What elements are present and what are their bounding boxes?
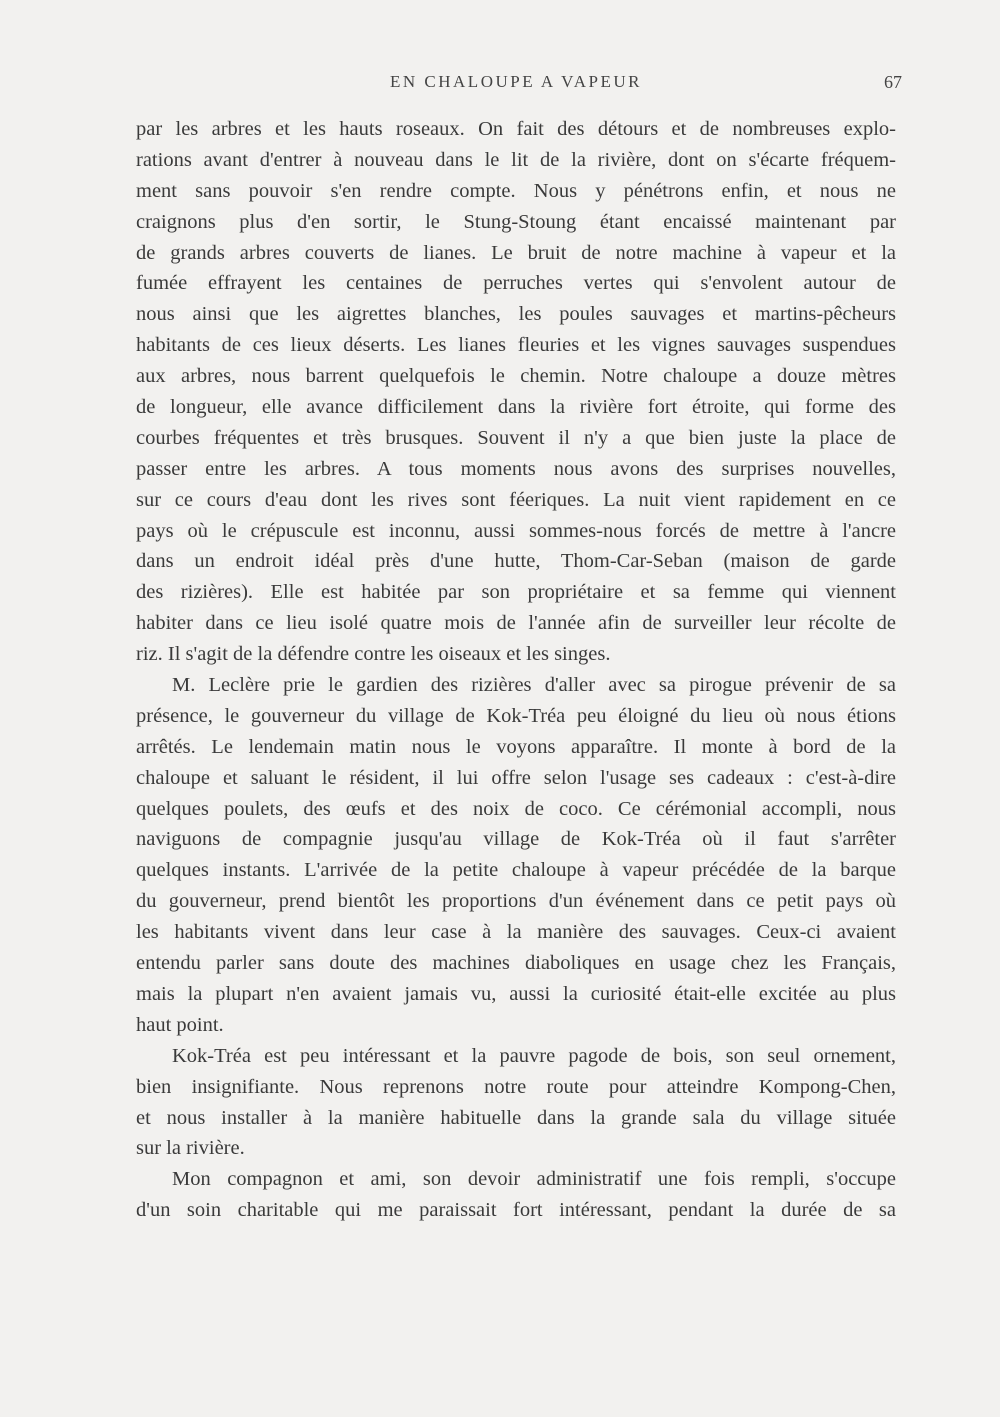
text-line: arrêtés. Le lendemain matin nous le voyons apparaître. Il monte à bord de la xyxy=(136,735,896,758)
text-line: M. Leclère prie le gardien des rizières d'aller avec sa pirogue prévenir de sa xyxy=(172,674,896,697)
paragraph-2 xyxy=(136,670,896,1041)
running-head xyxy=(136,72,902,100)
text-line: Kok-Tréa est peu intéressant et la pauvre pagode de bois, son seul ornement, xyxy=(172,1044,896,1067)
text-line: ment sans pouvoir s'en rendre compte. Nous y pénétrons enfin, et nous ne xyxy=(136,179,896,202)
text-line: Mon compagnon et ami, son devoir administratif une fois rempli, s'occupe xyxy=(172,1168,896,1191)
text-line: sur la rivière. xyxy=(136,1137,245,1160)
paragraph-1 xyxy=(136,114,896,670)
text-line: quelques instants. L'arrivée de la petite chaloupe à vapeur précédée de la barque xyxy=(136,859,896,882)
running-title: EN CHALOUPE A VAPEUR xyxy=(390,72,642,91)
paragraph-4 xyxy=(136,1164,896,1226)
text-line: de longueur, elle avance difficilement dans la rivière fort étroite, qui forme des xyxy=(136,396,896,419)
text-line: habitants de ces lieux déserts. Les lianes fleuries et les vignes sauvages suspendues xyxy=(136,334,896,357)
text-line: riz. Il s'agit de la défendre contre les oiseaux et les singes. xyxy=(136,643,611,666)
text-line: habiter dans ce lieu isolé quatre mois de l'année afin de surveiller leur récolte de xyxy=(136,612,896,635)
text-line: nous ainsi que les aigrettes blanches, les poules sauvages et martins-pêcheurs xyxy=(136,303,896,326)
text-line: courbes fréquentes et très brusques. Souvent il n'y a que bien juste la place de xyxy=(136,426,896,449)
text-line: mais la plupart n'en avaient jamais vu, aussi la curiosité était-elle excitée au plus xyxy=(136,982,896,1005)
text-line: haut point. xyxy=(136,1013,224,1036)
text-line: par les arbres et les hauts roseaux. On fait des détours et de nombreuses explo- xyxy=(136,118,896,140)
paragraph-3 xyxy=(136,1041,896,1165)
text-line: sur ce cours d'eau dont les rives sont féeriques. La nuit vient rapidement en ce xyxy=(136,488,896,511)
text-line: dans un endroit idéal près d'une hutte, Thom-Car-Seban (maison de garde xyxy=(136,550,896,573)
text-line: les habitants vivent dans leur case à la manière des sauvages. Ceux-ci avaient xyxy=(136,921,896,944)
text-line: passer entre les arbres. A tous moments nous avons des surprises nouvelles, xyxy=(136,457,896,480)
text-line: pays où le crépuscule est inconnu, aussi sommes-nous forcés de mettre à l'ancre xyxy=(136,519,896,542)
text-line: d'un soin charitable qui me paraissait fort intéressant, pendant la durée de sa xyxy=(136,1199,896,1222)
text-line: fumée effrayent les centaines de perruches vertes qui s'envolent autour de xyxy=(136,272,896,295)
text-line: entendu parler sans doute des machines diaboliques en usage chez les Français, xyxy=(136,952,896,975)
text-line: du gouverneur, prend bientôt les proportions d'un événement dans ce petit pays où xyxy=(136,890,896,913)
text-line: de grands arbres couverts de lianes. Le bruit de notre machine à vapeur et la xyxy=(136,241,896,264)
text-line: des rizières). Elle est habitée par son propriétaire et sa femme qui viennent xyxy=(136,581,896,604)
text-line: présence, le gouverneur du village de Kok-Tréa peu éloigné du lieu où nous étions xyxy=(136,704,896,727)
text-line: bien insignifiante. Nous reprenons notre route pour atteindre Kompong-Chen, xyxy=(136,1075,896,1098)
page-number: 67 xyxy=(884,72,902,92)
text-line: naviguons de compagnie jusqu'au village de Kok-Tréa où il faut s'arrêter xyxy=(136,828,896,851)
text-line: rations avant d'entrer à nouveau dans le lit de la rivière, dont on s'écarte fréquem- xyxy=(136,148,896,171)
text-line: et nous installer à la manière habituelle dans la grande sala du village située xyxy=(136,1106,896,1129)
text-line: chaloupe et saluant le résident, il lui offre selon l'usage ses cadeaux : c'est-à-dire xyxy=(136,766,896,789)
body-text xyxy=(136,114,896,1226)
text-line: quelques poulets, des œufs et des noix de coco. Ce cérémonial accompli, nous xyxy=(136,797,896,820)
text-line: craignons plus d'en sortir, le Stung-Stoung étant encaissé maintenant par xyxy=(136,210,896,233)
text-line: aux arbres, nous barrent quelquefois le chemin. Notre chaloupe a douze mètres xyxy=(136,365,896,388)
